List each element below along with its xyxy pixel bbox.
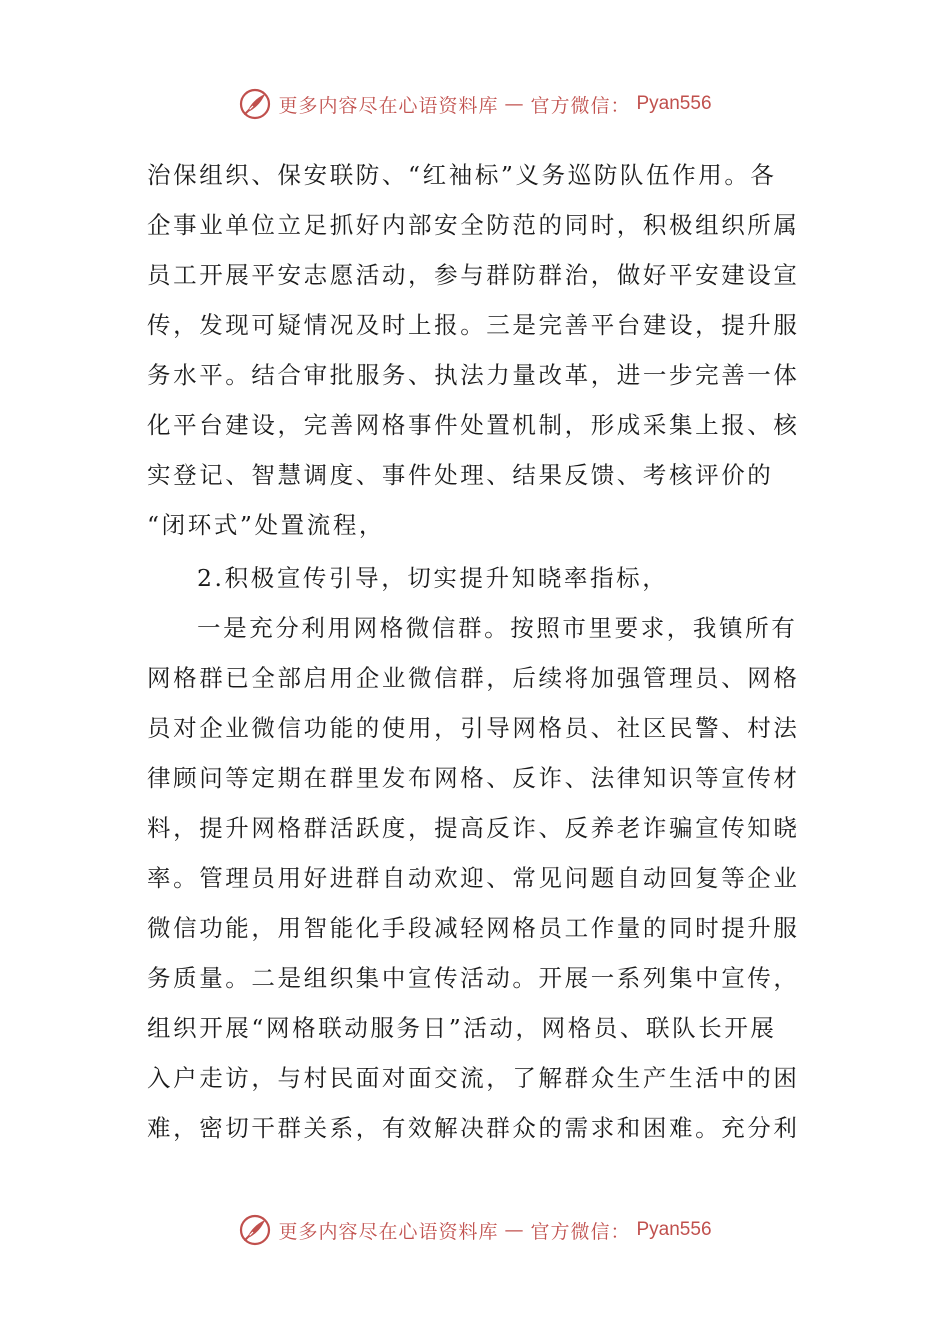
- text-line: 难，密切干群关系，有效解决群众的需求和困难。充分利: [147, 1114, 800, 1142]
- text-line: 务质量。二是组织集中宣传活动。开展一系列集中宣传，: [147, 964, 800, 992]
- text-line: 一是充分利用网格微信群。按照市里要求，我镇所有: [197, 614, 798, 642]
- text-line: 料，提升网格群活跃度，提高反诈、反养老诈骗宣传知晓: [147, 814, 800, 842]
- text-line: 员工开展平安志愿活动，参与群防群治，做好平安建设宣: [147, 261, 800, 289]
- text-line: 微信功能，用智能化手段减轻网格员工作量的同时提升服: [147, 914, 800, 942]
- text-line: “闭环式”处置流程，: [147, 511, 386, 539]
- text-line: 治保组织、保安联防、“红袖标”义务巡防队伍作用。各: [147, 161, 777, 189]
- watermark-brand: 更多内容尽在心语资料库: [278, 94, 499, 117]
- quill-pen-icon: [238, 1213, 272, 1247]
- watermark-official: 官方微信：: [530, 1220, 631, 1243]
- text-line: 律顾问等定期在群里发布网格、反诈、法律知识等宣传材: [147, 764, 800, 792]
- watermark-handle: Pyan556: [636, 93, 712, 114]
- watermark-header: [0, 84, 950, 124]
- watermark-footer: [0, 1210, 950, 1250]
- watermark-handle: Pyan556: [636, 1219, 712, 1240]
- text-line: 化平台建设，完善网格事件处置机制，形成采集上报、核: [147, 411, 800, 439]
- document-body: [147, 150, 800, 1153]
- text-line: 员对企业微信功能的使用，引导网格员、社区民警、村法: [147, 714, 800, 742]
- paragraph-1: [147, 150, 800, 550]
- text-line: 网格群已全部启用企业微信群，后续将加强管理员、网格: [147, 664, 800, 692]
- text-line: 率。管理员用好进群自动欢迎、常见问题自动回复等企业: [147, 864, 800, 892]
- text-line: 组织开展“网格联动服务日”活动，网格员、联队长开展: [147, 1014, 777, 1042]
- paragraph-2: [147, 603, 800, 1153]
- text-line: 务水平。结合审批服务、执法力量改革，进一步完善一体: [147, 361, 800, 389]
- text-line: 传，发现可疑情况及时上报。三是完善平台建设，提升服: [147, 311, 800, 339]
- watermark-separator: —: [504, 93, 525, 115]
- watermark-official: 官方微信：: [530, 94, 631, 117]
- text-line: 实登记、智慧调度、事件处理、结果反馈、考核评价的: [147, 461, 774, 489]
- text-line: 企事业单位立足抓好内部安全防范的同时，积极组织所属: [147, 211, 800, 239]
- text-line: 入户走访，与村民面对面交流，了解群众生产生活中的困: [147, 1064, 800, 1092]
- watermark-separator: —: [504, 1219, 525, 1241]
- watermark-brand: 更多内容尽在心语资料库: [278, 1220, 499, 1243]
- quill-pen-icon: [238, 87, 272, 121]
- section-heading-2: 2.积极宣传引导，切实提升知晓率指标，: [197, 564, 669, 592]
